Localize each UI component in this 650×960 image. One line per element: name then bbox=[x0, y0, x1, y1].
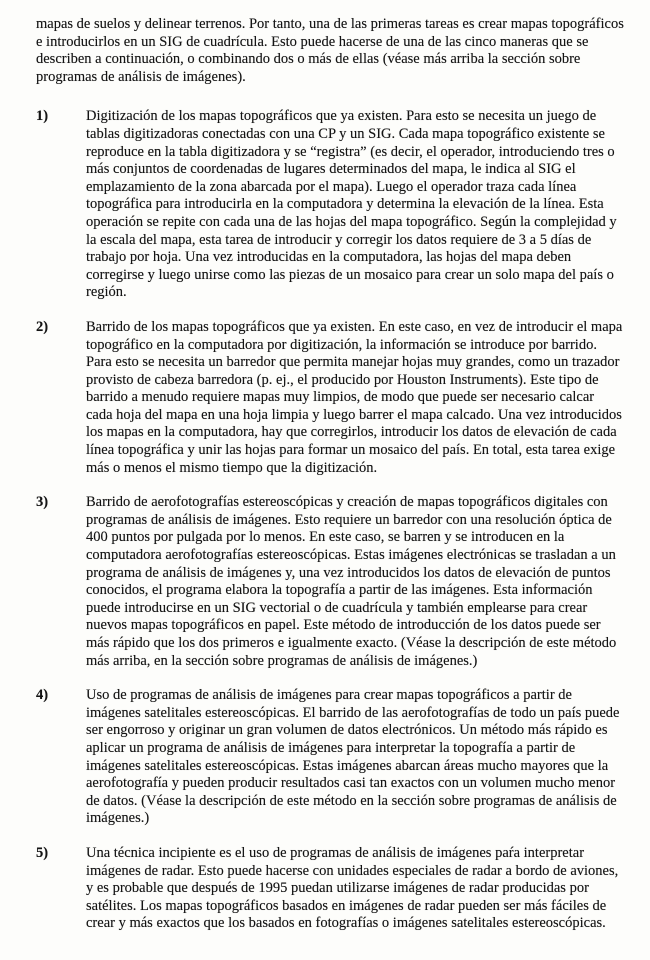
item-number: 2) bbox=[36, 318, 49, 335]
item-text: Barrido de los mapas topográficos que ya existen. En este caso, en vez de introducir el mapa topográfico en la computadora por digitización, la información se introduce por barrido. Para esto se necesita un barredor que permita manejar hojas muy grandes, como un trazador provisto de cabeza barredora (p. ej., el producido por Houston Instruments). Este tipo de barrido a menudo requiere mapas muy limpios, de modo que puede ser necesario calcar cada hoja del mapa en una hoja limpia y luego barrer el mapa calcado. Una vez introducidos los mapas en la computadora, hay que corregirlos, introducir los datos de elevación de cada línea topográfica y unir las hojas para formar un mosaico del país. En total, esta tarea exige más o menos el mismo tiempo que la digitización. bbox=[86, 318, 623, 476]
list-item-2 bbox=[36, 319, 624, 477]
item-text: Digitización de los mapas topográficos que ya existen. Para esto se necesita un juego de tablas digitizadoras conectadas con una CP y un SIG. Cada mapa topográfico existente se reproduce en la tabla digitizadora y se “registra” (es decir, el operador, introduciendo tres o más conjuntos de coordenadas de lugares determinados del mapa, le indica al SIG el emplazamiento de la zona abarcada por el mapa). Luego el operador traza cada línea topográfica para introducirla en la computadora y determina la elevación de la línea. Esta operación se repite con cada una de las hojas del mapa topográfico. Según la complejidad y la escala del mapa, esta tarea de introducir y corregir los datos requiere de 3 a 5 días de trabajo por hoja. Una vez introducidas en la computadora, las hojas del mapa deben corregirse y luego unirse como las piezas de un mosaico para crear un solo mapa del país o región. bbox=[86, 108, 617, 301]
item-number: 4) bbox=[36, 687, 49, 704]
intro-paragraph: mapas de suelos y delinear terrenos. Por tanto, una de las primeras tareas es crear mapas topográficos e introducirlos en un SIG de cuadrícula. Esto puede hacerse de una de las cinco maneras que se describen a continuación, o combinando dos o más de ellas (véase más arriba la sección sobre programas de análisis de imágenes). bbox=[36, 16, 624, 85]
list-item-3 bbox=[36, 494, 624, 670]
item-number: 5) bbox=[36, 844, 49, 861]
list-item-4 bbox=[36, 687, 624, 828]
item-number: 3) bbox=[36, 494, 49, 511]
item-text: Barrido de aerofotografías estereoscópicas y creación de mapas topográficos digitales con programas de análisis de imágenes. Esto requiere un barredor con una resolución óptica de 400 puntos por pulgada por lo menos. En este caso, se barren y se introducen en la computadora aerofotografías estereoscópicas. Estas imágenes electrónicas se trasladan a un programa de análisis de imágenes y, una vez introducidos los datos de elevación de puntos conocidos, el programa elabora la topografía a partir de las imágenes. Esta información puede introducirse en un SIG vectorial o de cuadrícula y también emplearse para crear nuevos mapas topográficos en papel. Este método de introducción de los datos puede ser más rápido que los dos primeros e igualmente exacto. (Véase la descripción de este método más arriba, en la sección sobre programas de análisis de imágenes.) bbox=[86, 494, 617, 669]
list-item-1 bbox=[36, 108, 624, 302]
item-text: Una técnica incipiente es el uso de programas de análisis de imágenes paŕa interpretar imágenes de radar. Esto puede hacerse con unidades especiales de radar a bordo de aviones, y es probable que después de 1995 puedan utilizarse imágenes de radar producidas por satélites. Los mapas topográficos basados en imágenes de radar pueden ser más fáciles de crear y más exactos que los basados en fotografías o imágenes satelitales estereoscópicas. bbox=[86, 844, 619, 932]
item-text: Uso de programas de análisis de imágenes para crear mapas topográficos a partir de imágenes satelitales estereoscópicas. El barrido de las aerofotografías de todo un país puede ser engorroso y originar un gran volumen de datos electrónicos. Un método más rápido es aplicar un programa de análisis de imágenes para interpretar la topografía a partir de imágenes satelitales estereoscópicas. Estas imágenes abarcan áreas mucho mayores que la aerofotografía y pueden producir resultados casi tan exactos con un volumen mucho menor de datos. (Véase la descripción de este método en la sección sobre programas de análisis de imágenes.) bbox=[86, 687, 620, 827]
item-number: 1) bbox=[36, 108, 49, 125]
list-item-5 bbox=[36, 845, 624, 933]
